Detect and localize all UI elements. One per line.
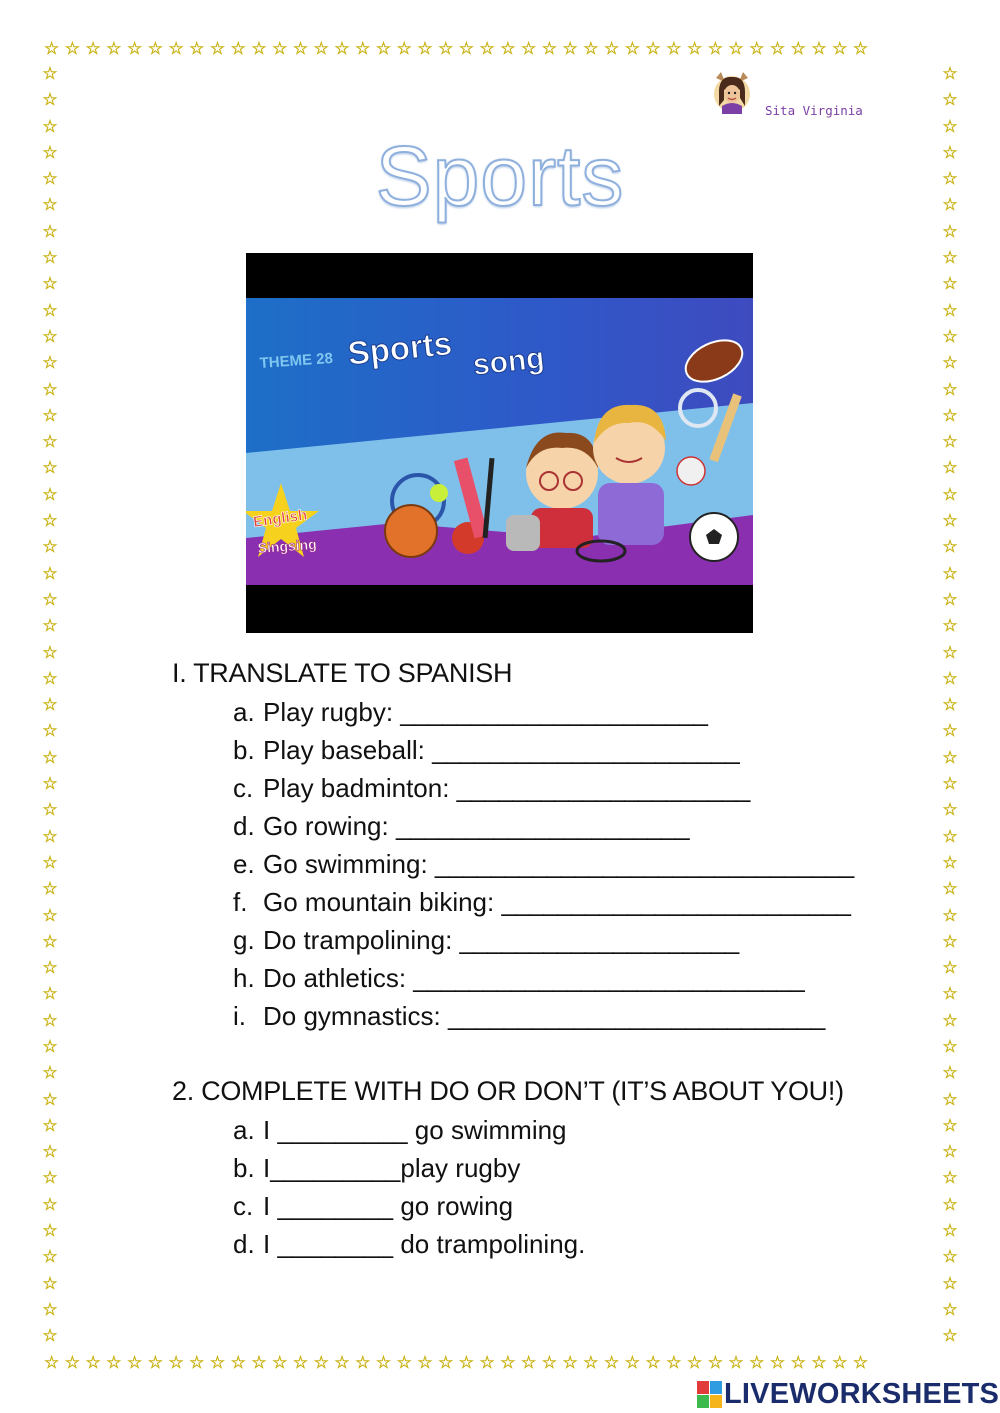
translate-item xyxy=(233,887,850,918)
translate-item xyxy=(233,697,707,728)
item-text: I _________ go swimming xyxy=(263,1115,567,1145)
answer-blank[interactable]: ____________________ xyxy=(459,925,739,955)
baseball-icon xyxy=(677,457,705,485)
item-text: Go mountain biking: xyxy=(263,887,502,917)
channel-name-line2: Singsing xyxy=(257,535,318,556)
author-name: Sita Virginia xyxy=(765,103,863,118)
channel-name-line1: English xyxy=(252,506,309,531)
answer-blank[interactable]: ______________________ xyxy=(432,735,740,765)
complete-item[interactable] xyxy=(233,1191,513,1222)
item-text: Play baseball: xyxy=(263,735,433,765)
item-letter: a. xyxy=(233,697,255,727)
video-title-word2: song xyxy=(471,341,547,382)
answer-blank[interactable]: ___________________________ xyxy=(447,1001,825,1031)
footer-brand-text: LIVEWORKSHEETS xyxy=(724,1378,1000,1410)
item-text: Go swimming: xyxy=(263,849,435,879)
star-border-left: ☆ ☆ ☆ ☆ ☆ ☆ ☆ ☆ ☆ ☆ ☆ ☆ ☆ ☆ ☆ ☆ ☆ ☆ ☆ ☆ ☆ ☆ ☆ ☆ ☆ ☆ ☆ ☆ ☆ ☆ ☆ ☆ ☆ ☆ ☆ ☆ ☆ ☆ ☆ ☆ ☆ ☆ ☆ ☆ ☆ ☆ ☆ ☆ ☆ xyxy=(42,64,58,1347)
translate-item xyxy=(233,1001,825,1032)
star-border-right: ☆ ☆ ☆ ☆ ☆ ☆ ☆ ☆ ☆ ☆ ☆ ☆ ☆ ☆ ☆ ☆ ☆ ☆ ☆ ☆ ☆ ☆ ☆ ☆ ☆ ☆ ☆ ☆ ☆ ☆ ☆ ☆ ☆ ☆ ☆ ☆ ☆ ☆ ☆ ☆ ☆ ☆ ☆ ☆ ☆ ☆ ☆ ☆ ☆ xyxy=(942,64,958,1347)
item-letter: c. xyxy=(233,1191,254,1221)
child-girl-shirt xyxy=(531,508,593,548)
item-text: I_________play rugby xyxy=(263,1153,521,1183)
item-letter: h. xyxy=(233,963,255,993)
item-letter: f. xyxy=(233,887,248,917)
basketball-icon xyxy=(385,505,437,557)
video-theme-label: THEME 28 xyxy=(259,349,334,372)
child-boy-shirt xyxy=(598,483,664,545)
page-title: Sports xyxy=(375,129,625,223)
translate-item xyxy=(233,925,739,956)
star-border-bottom: ☆☆☆☆☆☆☆☆☆☆☆☆☆☆☆☆☆☆☆☆☆☆☆☆☆☆☆☆☆☆☆☆☆☆☆☆☆☆☆☆ xyxy=(44,1353,874,1373)
item-text: Go rowing: xyxy=(263,811,396,841)
item-letter: d. xyxy=(233,811,255,841)
item-text: I ________ do trampolining. xyxy=(263,1229,586,1259)
answer-blank[interactable]: _____________________ xyxy=(456,773,750,803)
translate-item xyxy=(233,849,854,880)
answer-blank[interactable]: ______________________________ xyxy=(434,849,854,879)
item-letter: d. xyxy=(233,1229,255,1259)
author-avatar-icon xyxy=(710,68,754,114)
translate-item xyxy=(233,963,804,994)
answer-blank[interactable]: _____________________ xyxy=(395,811,690,841)
video-thumbnail[interactable] xyxy=(246,253,753,633)
translate-item xyxy=(233,811,689,842)
translate-item xyxy=(233,735,739,766)
complete-item[interactable] xyxy=(233,1229,585,1260)
video-title-word1: Sports xyxy=(345,324,454,372)
section1-heading: I. TRANSLATE TO SPANISH xyxy=(172,658,513,688)
item-text: Play badminton: xyxy=(263,773,457,803)
skate-icon xyxy=(506,515,540,551)
item-letter: i. xyxy=(233,1001,246,1031)
item-letter: b. xyxy=(233,735,255,765)
item-letter: a. xyxy=(233,1115,255,1145)
complete-item[interactable] xyxy=(233,1153,520,1184)
tennis-ball-icon xyxy=(430,484,448,502)
section2-heading: 2. COMPLETE WITH DO OR DON’T (IT’S ABOUT YOU!) xyxy=(172,1076,844,1106)
item-text: Do trampolining: xyxy=(263,925,460,955)
answer-blank[interactable]: ______________________ xyxy=(400,697,708,727)
item-text: I ________ go rowing xyxy=(263,1191,514,1221)
star-border-top: ☆☆☆☆☆☆☆☆☆☆☆☆☆☆☆☆☆☆☆☆☆☆☆☆☆☆☆☆☆☆☆☆☆☆☆☆☆☆☆☆ xyxy=(44,39,874,59)
answer-blank[interactable]: _________________________ xyxy=(501,887,851,917)
answer-blank[interactable]: ____________________________ xyxy=(413,963,805,993)
item-letter: e. xyxy=(233,849,255,879)
item-letter: c. xyxy=(233,773,254,803)
item-text: Do athletics: xyxy=(263,963,414,993)
item-letter: g. xyxy=(233,925,255,955)
translate-item xyxy=(233,773,750,804)
item-text: Do gymnastics: xyxy=(263,1001,448,1031)
complete-item[interactable] xyxy=(233,1115,567,1146)
item-text: Play rugby: xyxy=(263,697,401,727)
item-letter: b. xyxy=(233,1153,255,1183)
liveworksheets-logo-icon xyxy=(697,1381,723,1409)
